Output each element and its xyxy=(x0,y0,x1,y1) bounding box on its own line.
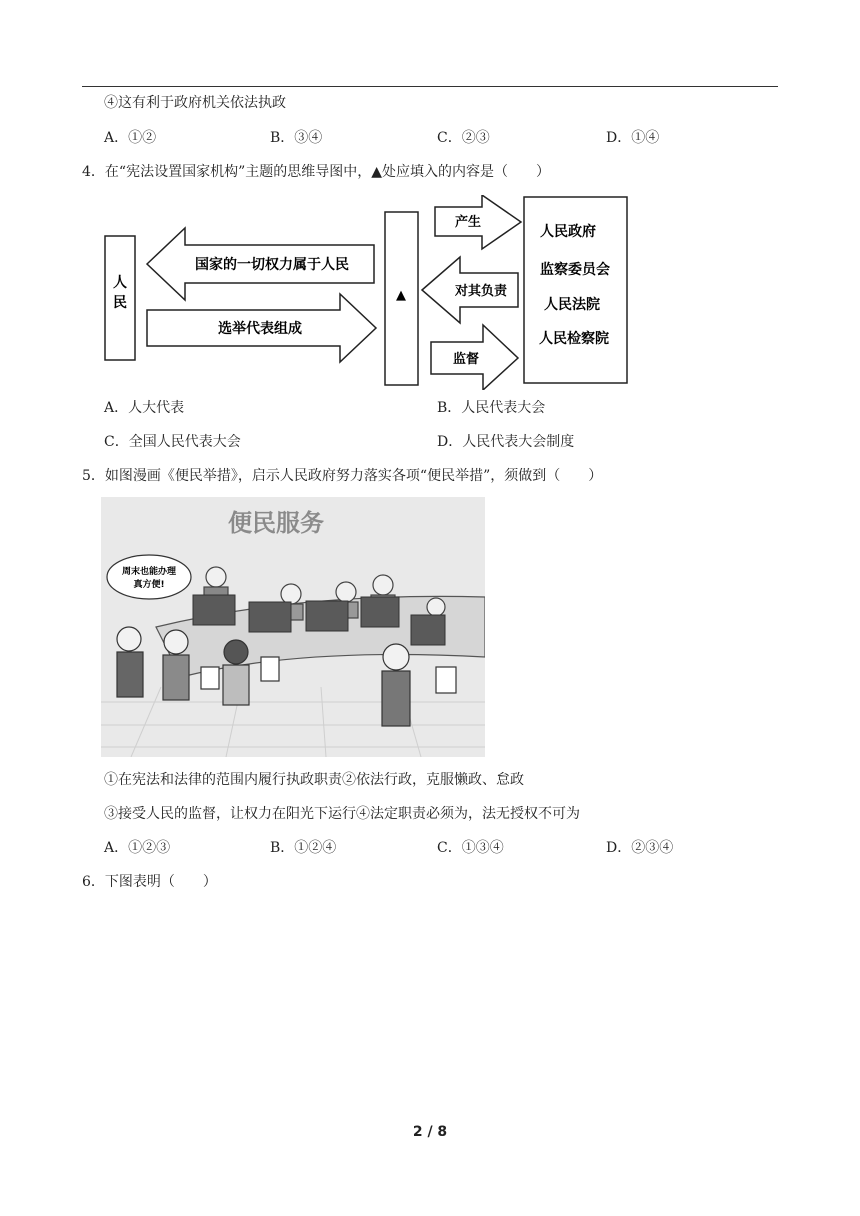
organ-supervision: 监察委员会 xyxy=(540,262,610,278)
q5-items-3-4: ③接受人民的监督，让权力在阳光下运行④法定职责必须为，法无授权不可为 xyxy=(104,806,580,822)
speech-bubble xyxy=(107,555,191,599)
q4-option-d: D．人民代表大会制度 xyxy=(437,434,575,450)
power-arrow-label: 国家的一切权力属于人民 xyxy=(195,257,349,273)
q3-option-d: D．①④ xyxy=(606,130,660,146)
produce-label: 产生 xyxy=(454,215,482,230)
organ-procuratorate: 人民检察院 xyxy=(539,331,609,347)
cartoon-title: 便民服务 xyxy=(228,509,324,537)
bubble-line-1: 周末也能办理 xyxy=(121,567,177,577)
q3-option-a: A．①② xyxy=(104,130,157,146)
blank-triangle: ▲ xyxy=(396,288,406,303)
q6-stem: 6．下图表明（ ） xyxy=(82,874,217,890)
q5-stem: 5．如图漫画《便民举措》，启示人民政府努力落实各项“便民举措”，须做到（ ） xyxy=(82,468,603,484)
q4-mind-map xyxy=(100,195,640,390)
q3-option-b: B．③④ xyxy=(270,130,323,146)
q4-option-b: B．人民代表大会 xyxy=(437,400,546,416)
people-label-2: 民 xyxy=(113,295,127,311)
q5-items-1-2: ①在宪法和法律的范围内履行执政职责②依法行政，克服懒政、怠政 xyxy=(104,772,524,788)
organ-government: 人民政府 xyxy=(540,224,596,240)
q5-option-c: C．①③④ xyxy=(437,840,504,856)
header-rule xyxy=(82,86,778,87)
q5-option-d: D．②③④ xyxy=(606,840,674,856)
people-label-1: 人 xyxy=(113,275,127,291)
q4-stem: 4．在“宪法设置国家机构”主题的思维导图中，▲处应填入的内容是（ ） xyxy=(82,164,550,180)
q3-option-c: C．②③ xyxy=(437,130,490,146)
q3-item-4: ④这有利于政府机关依法执政 xyxy=(104,95,286,111)
organ-court: 人民法院 xyxy=(544,297,600,313)
supervise-label: 监督 xyxy=(452,352,480,367)
q5-cartoon xyxy=(101,497,485,757)
q4-option-c: C．全国人民代表大会 xyxy=(104,434,241,450)
q5-option-b: B．①②④ xyxy=(270,840,337,856)
page-number: 2 / 8 xyxy=(412,1124,448,1140)
elect-arrow-label: 选举代表组成 xyxy=(218,321,302,337)
responsible-label: 对其负责 xyxy=(454,284,508,299)
bubble-line-2: 真方便! xyxy=(133,580,165,590)
q4-option-a: A．人大代表 xyxy=(104,400,185,416)
q5-option-a: A．①②③ xyxy=(104,840,171,856)
